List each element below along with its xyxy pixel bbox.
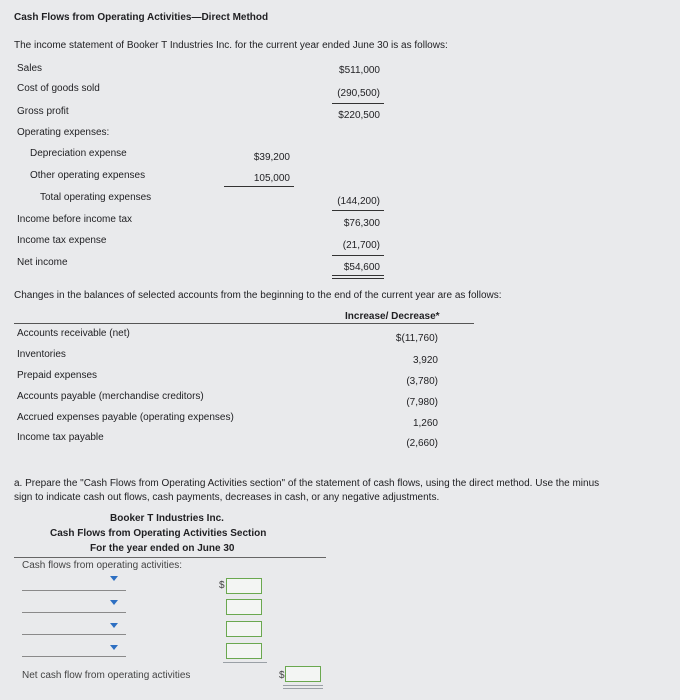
income-before-tax-value: $76,300 xyxy=(343,218,380,229)
sales-label: Sales xyxy=(17,63,43,74)
changes-header-rule xyxy=(14,323,474,324)
amount-input-4[interactable] xyxy=(226,643,262,659)
net-cash-flow-rule-top xyxy=(283,685,323,686)
net-income-value: $54,600 xyxy=(343,262,380,273)
opex-label: Operating expenses: xyxy=(17,127,110,138)
form-section-title: Cash Flows from Operating Activities Section xyxy=(50,528,267,539)
line-item-dropdown-4[interactable] xyxy=(22,656,126,657)
net-cash-flow-rule-bottom xyxy=(283,688,323,689)
net-income-double-underline-bottom xyxy=(332,278,384,279)
line-item-dropdown-1[interactable] xyxy=(22,590,126,591)
income-before-tax-label: Income before income tax xyxy=(17,214,133,225)
change-value-accrued: 1,260 xyxy=(412,418,438,429)
gross-profit-label: Gross profit xyxy=(17,106,69,117)
dollar-sign: $ xyxy=(279,670,285,681)
other-opex-underline xyxy=(224,186,294,187)
amount-input-1[interactable] xyxy=(226,578,262,594)
change-label-ap: Accounts payable (merchandise creditors) xyxy=(17,391,204,402)
chevron-down-icon[interactable] xyxy=(110,623,118,628)
change-label-inventories: Inventories xyxy=(17,349,66,360)
change-value-inventories: 3,920 xyxy=(412,355,438,366)
cash-flows-label: Cash flows from operating activities: xyxy=(22,560,183,571)
income-tax-value: (21,700) xyxy=(342,240,380,251)
dollar-sign: $ xyxy=(219,580,225,591)
change-value-ar: $(11,760) xyxy=(395,333,438,344)
instruction-line-2: sign to indicate cash out flows, cash payments, decreases in cash, or any negative adjustments. xyxy=(14,492,440,503)
cogs-underline xyxy=(332,103,384,104)
cogs-value: (290,500) xyxy=(337,88,380,99)
instruction-line-1: a. Prepare the "Cash Flows from Operating Activities section" of the statement of cash flows, using the direct method. Use the minus xyxy=(14,478,600,489)
change-value-prepaid: (3,780) xyxy=(406,376,438,387)
change-label-accrued: Accrued expenses payable (operating expenses) xyxy=(17,412,234,423)
amount-input-3[interactable] xyxy=(226,621,262,637)
chevron-down-icon[interactable] xyxy=(110,645,118,650)
line-item-dropdown-3[interactable] xyxy=(22,634,126,635)
total-opex-label: Total operating expenses xyxy=(40,192,152,203)
depreciation-label: Depreciation expense xyxy=(30,148,127,159)
change-value-tax-payable: (2,660) xyxy=(406,438,438,449)
amount-subtotal-rule xyxy=(223,662,267,663)
form-header-rule xyxy=(14,557,326,558)
page-title: Cash Flows from Operating Activities—Direct Method xyxy=(14,12,269,23)
income-tax-label: Income tax expense xyxy=(17,235,107,246)
change-label-tax-payable: Income tax payable xyxy=(17,432,104,443)
form-company: Booker T Industries Inc. xyxy=(110,513,224,524)
net-cash-flow-input[interactable] xyxy=(285,666,321,682)
other-opex-label: Other operating expenses xyxy=(30,170,146,181)
cogs-label: Cost of goods sold xyxy=(17,83,100,94)
changes-intro: Changes in the balances of selected accounts from the beginning to the end of the current year are as follows: xyxy=(14,290,502,301)
gross-profit-value: $220,500 xyxy=(338,110,380,121)
line-item-dropdown-2[interactable] xyxy=(22,612,126,613)
change-label-ar: Accounts receivable (net) xyxy=(17,328,130,339)
income-tax-underline xyxy=(332,255,384,256)
net-cash-flow-label: Net cash flow from operating activities xyxy=(22,670,191,681)
depreciation-value: $39,200 xyxy=(253,152,290,163)
intro-text: The income statement of Booker T Industries Inc. for the current year ended June 30 is as follows: xyxy=(14,40,448,51)
total-opex-value: (144,200) xyxy=(337,196,380,207)
total-opex-underline xyxy=(332,210,384,211)
changes-header: Increase/ Decrease* xyxy=(345,311,440,322)
other-opex-value: 105,000 xyxy=(253,173,290,184)
chevron-down-icon[interactable] xyxy=(110,576,118,581)
change-value-ap: (7,980) xyxy=(406,397,438,408)
chevron-down-icon[interactable] xyxy=(110,600,118,605)
form-period: For the year ended on June 30 xyxy=(90,543,235,554)
change-label-prepaid: Prepaid expenses xyxy=(17,370,98,381)
amount-input-2[interactable] xyxy=(226,599,262,615)
net-income-double-underline-top xyxy=(332,275,384,276)
net-income-label: Net income xyxy=(17,257,68,268)
sales-value: $511,000 xyxy=(339,65,380,76)
